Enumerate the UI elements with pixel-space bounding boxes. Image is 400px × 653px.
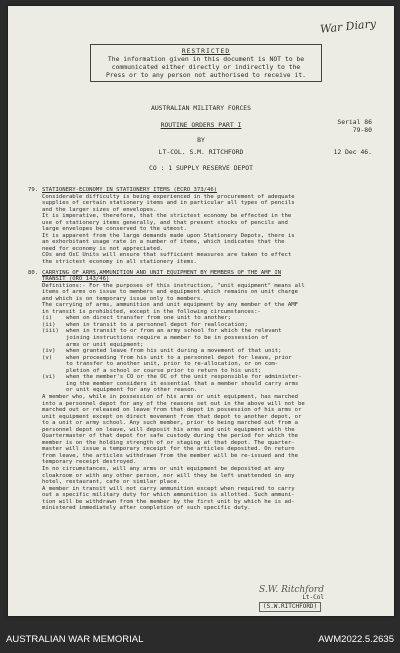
sub-item-line: or unit equipment for any other reason. (66, 387, 198, 394)
paragraph-line: and which is on temporary issue only to members. (42, 295, 204, 302)
paragraph-line: items of arms on issue to members and equipment which remains on unit charge (42, 289, 298, 296)
paragraph-line: A member in transit will not carry ammunition except when required to carry (42, 485, 295, 492)
officer-heading: LT-COL. S.M. RITCHFORD (158, 148, 244, 156)
paragraph-line: cloakroom or with any other person, nor will they be left unattended in any (42, 472, 295, 479)
paragraph-line: Quartermaster of that depot for safe custody during the period for which the (42, 433, 298, 440)
paragraph-line: marched out or released on leave from that depot in possession of his arms or (42, 407, 302, 414)
paragraph-line: into a personnel depot for any of the reasons set out in the above will not be (42, 400, 305, 407)
sub-item-line: when in transit to or from an army school for which the relevant (66, 328, 282, 335)
order-body (28, 187, 378, 516)
paragraph-line: tion will be withdrawn from the member by the first unit by which he is ad- (42, 498, 295, 505)
paragraph-heading: TRANSIT (ORO 143/46) (42, 276, 110, 283)
paragraph-line: The carrying of arms, ammunition and unit equipment by any member of the AMF (42, 302, 298, 309)
by-heading: BY (197, 136, 205, 144)
paragraph-line: Definitions:- For the purposes of this instruction, "unit equipment" means all (42, 282, 305, 289)
sub-item-line: when the member's CO or the OC of the unit responsible for administer- (66, 374, 302, 381)
paragraph-heading: CARRYING OF ARMS,AMMUNITION AND UNIT EQUIPMENT BY MEMBERS OF THE AMF IN (42, 269, 282, 276)
restricted-notice (90, 44, 322, 82)
paragraph-line: It is apparent from the large demands made upon Stationery Depots, there is (42, 232, 295, 239)
paragraph-line: member is on the holding strength of or staging at that depot. The quarter- (42, 439, 295, 446)
footer-accession: AWM2022.5.2635 (318, 633, 394, 645)
order-date: 12 Dec 46. (333, 148, 372, 156)
sub-item-line: when in transit to a personnel depot for reallocation; (66, 321, 248, 328)
paragraph-line: unit equipment except on direct movement from that depot to another depot, or (42, 413, 302, 420)
paragraph-line: to a unit or army school. Any such member, prior to being marched out from a (42, 420, 298, 427)
order-paragraph (28, 187, 378, 266)
paragraph-line: Considerable difficulty is being experienced in the procurement of adequate (42, 193, 295, 200)
signature-block (259, 586, 324, 612)
footer-institution: AUSTRALIAN WAR MEMORIAL (6, 633, 144, 645)
serial-number (337, 118, 372, 134)
restricted-line: communicated either directly or indirectly to the (111, 63, 301, 71)
sub-item-line: joining instructions require a member to be in possession of (66, 335, 269, 342)
sub-item-line: to transfer to another unit, prior to re-allocation, or on com- (66, 361, 279, 368)
sub-item (42, 374, 378, 394)
serial-range: 79-80 (352, 126, 372, 134)
document-page (8, 6, 394, 616)
paragraph-number: 80. (28, 269, 39, 276)
sub-item-label: (v) (42, 354, 53, 361)
paragraph-line: master will issue a temporary receipt for the articles deposited. On return (42, 446, 295, 453)
paragraph-line: A member who, while in possession of his arms or unit equipment, has marched (42, 393, 298, 400)
sub-item-line: pletion of a school or course prior to return to his unit; (66, 367, 262, 374)
sub-item-line: when granted leave from his unit during a movement of that unit; (66, 348, 282, 355)
paragraph-line: use of stationery items generally, and that present stocks of pencils and (42, 219, 288, 226)
paragraph-line: It is imperative, therefore, that the strictest economy be effected in the (42, 213, 292, 220)
sub-item-line: when on direct transfer from one unit to another; (66, 315, 232, 322)
paragraph-line: large envelopes be conserved to the utmost. (42, 226, 187, 233)
restricted-line: Press or to any person not authorised to receive it. (105, 71, 307, 79)
sub-item-line: arms or unit equipment; (66, 341, 144, 348)
sub-item-label: (ii) (42, 321, 56, 328)
orders-heading: ROUTINE ORDERS PART I (160, 121, 242, 129)
paragraph-line: the strictest economy in all stationery items. (42, 259, 197, 266)
sub-item-label: (iv) (42, 348, 56, 355)
sub-item (42, 328, 378, 348)
signature-rank: Lt-Col (302, 594, 324, 601)
paragraph-line: hotel, restaurant, cafe or similar place. (42, 479, 181, 486)
order-paragraph (28, 270, 378, 512)
sub-item-label: (iii) (42, 328, 59, 335)
signature-name: (S.W.RITCHFORD) (259, 602, 321, 612)
paragraph-heading: STATIONERY-ECONOMY IN STATIONERY ITEMS (ECRO 373/46) (42, 187, 218, 193)
sub-item-label: (vi) (42, 374, 56, 381)
paragraph-line: need for economy is not appreciated. (42, 245, 164, 252)
paragraph-line: personnel depot on leave, will deposit his arms and unit equipment with the (42, 426, 295, 433)
paragraph-line: out a specific military duty for which ammunition is allotted. Such ammuni- (42, 492, 295, 499)
serial-label: Serial 86 (337, 118, 372, 126)
org-heading: AUSTRALIAN MILITARY FORCES (150, 104, 252, 112)
paragraph-line: temporary receipt destroyed. (42, 459, 137, 466)
paragraph-line: an exhorbitant usage rate in a number of items, which indicates that the (42, 239, 285, 246)
restricted-line: The information given in this document is NOT to be (107, 55, 305, 63)
paragraph-line: In no circumstances, will any arms or unit equipment be deposited at any (42, 465, 285, 472)
paragraph-line: in transit is prohibited, except in the following circumstances:- (42, 308, 261, 315)
signature-script: S.W. Ritchford (258, 585, 324, 595)
sub-item-line: ing the member considers it essential that a member should carry arms (66, 380, 299, 387)
archive-footer (0, 625, 400, 653)
paragraph-line: from leave, the articles withdrawn from the member will be re-issued and the (42, 452, 298, 459)
paragraph-line: and the larger sizes of envelopes. (42, 206, 157, 213)
paragraph-line: ministered immediately after completion of such specific duty. (42, 505, 251, 512)
sub-item (42, 355, 378, 375)
sub-item-label: (i) (42, 315, 53, 322)
paragraph-line: supplies of certain stationery items and in particular all types of pencils (42, 200, 295, 207)
restricted-title: RESTRICTED (181, 47, 231, 55)
paragraph-line: COs and OsC Units will ensure that sufficient measures are taken to effect (42, 252, 292, 259)
unit-heading: CO : 1 SUPPLY RESERVE DEPOT (149, 164, 253, 172)
sub-item-line: when proceeding from his unit to a personnel depot for leave, prior (66, 354, 292, 361)
handwritten-note: War Diary (319, 17, 377, 36)
paragraph-number: 79. (28, 187, 39, 193)
